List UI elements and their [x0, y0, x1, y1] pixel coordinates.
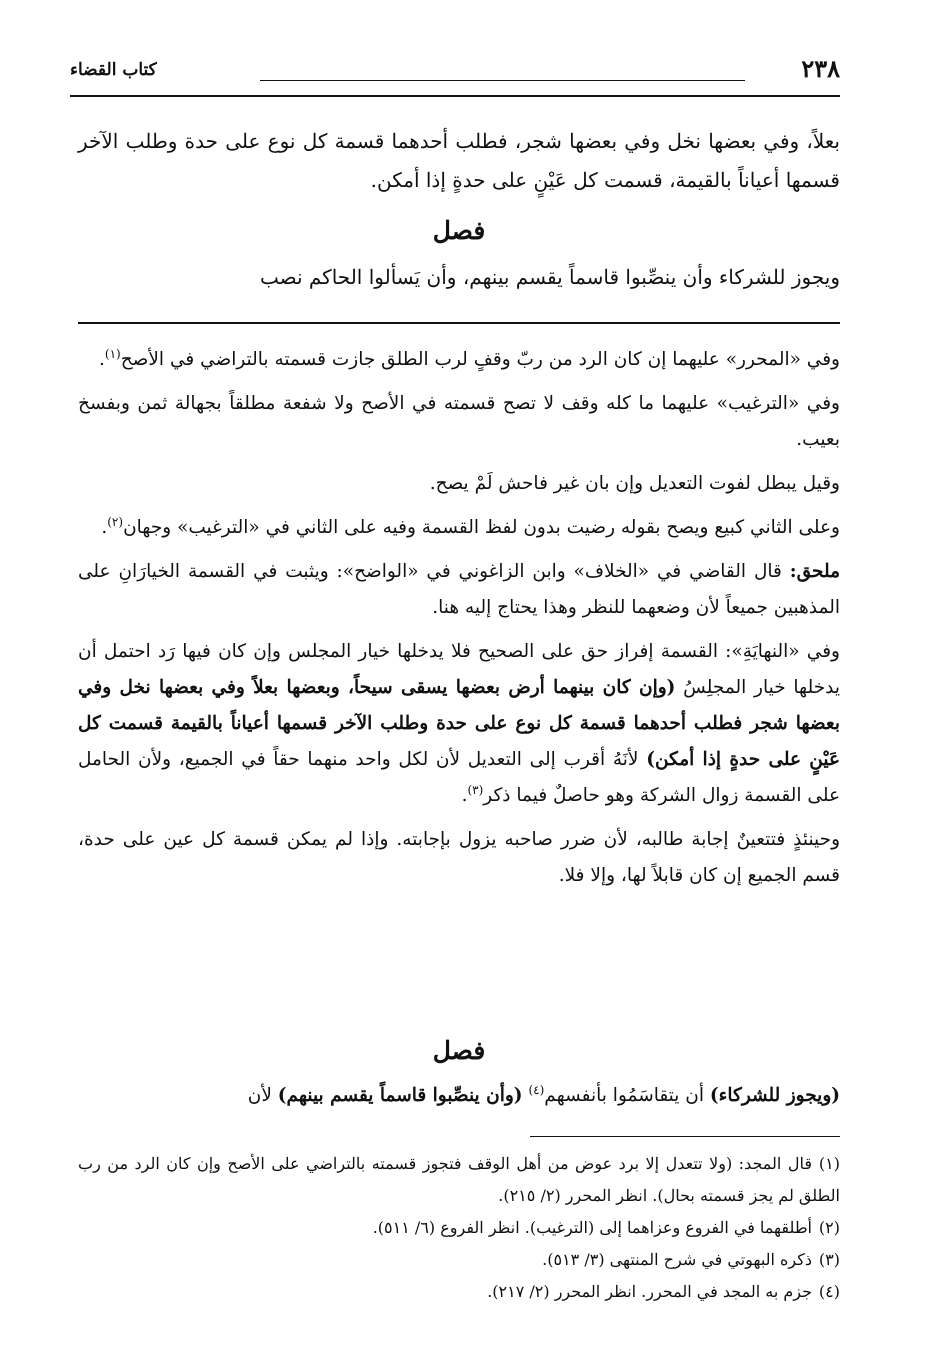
main-paragraph-1: بعلاً، وفي بعضها نخل وفي بعضها شجر، فطلب أحدهما قسمة كل نوع على حدة وطلب الآخر قسمها أعياناً بالقيمة، قسمت كل عَيْنٍ على حدةٍ إذا أمكن.: [78, 129, 840, 192]
footnote-item: (١)قال المجد: (ولا تتعدل إلا برد عوض من أهل الوقف فتجوز قسمته بالتراضي على الأصح وإن كان الرد من رب الطلق لم يجز قسمته بحال). انظر المحرر (٢/ ٢١٥).: [78, 1148, 840, 1212]
mulhaq-paragraph: ملحق: قال القاضي في «الخلاف» وابن الزاغوني في «الواضح»: ويثبت في القسمة الخيارَانِ على المذهبين جميعاً لأن وضعهما للنظر وهذا يحتاج إليه هنا.: [78, 561, 840, 618]
commentary-paragraph: وقيل يبطل لفوت التعديل وإن بان غير فاحش لَمْ يصح.: [429, 473, 840, 494]
quoted-matn: (ويجوز للشركاء): [709, 1085, 840, 1106]
commentary-paragraph: وحينئذٍ فتتعينٌ إجابة طالبه، لأن ضرر صاحبه يزول بإجابته. وإذا لم يمكن قسمة كل عين على حدة، قسم الجميع إن كان قابلاً لها، وإلا فلا.: [78, 829, 840, 886]
footnote-number: (٢): [818, 1218, 840, 1237]
header-line: [260, 80, 745, 81]
footnote-ref: (٢): [107, 514, 124, 529]
page-number: ٢٣٨: [801, 54, 840, 83]
footnote-item: (٤)جزم به المجد في المحرر. انظر المحرر (٢/ ٢١٧).: [78, 1276, 840, 1308]
section-heading: فصل: [432, 216, 486, 245]
main-text-paragraph: [78, 122, 840, 200]
commentary-paragraph: (ويجوز للشركاء) أن يتقاسَمُوا بأنفسهم$^{(٤)}$ (وأن ينصِّبوا قاسماً يقسم بينهم) لأن: [247, 1082, 840, 1106]
footnote-ref: (٤): [528, 1082, 545, 1097]
main-paragraph-2: ويجوز للشركاء وأن ينصِّبوا قاسماً يقسم بينهم، وأن يَسألوا الحاكم نصب: [259, 265, 840, 289]
quoted-matn: (وإن كان بينهما أرض بعضها يسقى سيحاً، وبعضها بعلاً وفي بعضها نخل وفي بعضها شجر فطلب أحدهما قسمة كل نوع على حدة وطلب الآخر قسمها أعياناً بالقيمة قسمت كل عَيْنٍ على حدةٍ إذا أمكن): [78, 677, 840, 770]
footnote-item: (٢)أطلقهما في الفروع وعزاهما إلى (الترغيب). انظر الفروع (٦/ ٥١١).: [78, 1212, 840, 1244]
footnote-number: (١): [818, 1154, 840, 1173]
book-title: كتاب القضاء: [70, 60, 157, 80]
footnote-rule: [530, 1136, 840, 1137]
footnote-item: (٣)ذكره البهوتي في شرح المنتهى (٣/ ٥١٣).: [78, 1244, 840, 1276]
nihaya-paragraph: وفي «النهايَةِ»: القسمة إفراز حق على الصحيح فلا يدخلها خيار المجلس وإن كان فيها رَد احتمل أن يدخلها خيار المجلِسُ (وإن كان بينهما أرض بعضها يسقى سيحاً، وبعضها بعلاً وفي بعضها نخل وفي بعضها شجر فطلب أحدهما قسمة كل نوع على حدة وطلب الآخر قسمها أعياناً بالقيمة قسمت كل عَيْنٍ على حدةٍ إذا أمكن) لأنَهُ أقرب إلى التعديل لأن لكل واحد منهما حقاً في الجميع، ولأن الحامل على القسمة زوال الشركة وهو حاصلٌ فيما ذكر$^{(٣)}$.: [78, 641, 840, 806]
quoted-matn: (وأن ينصِّبوا قاسماً يقسم بينهم): [277, 1085, 523, 1106]
commentary-paragraph: وفي «المحرر» عليهما إن كان الرد من ربّ وقفٍ لرب الطلق جازت قسمته بالتراضي في الأصح$^{(١)}$.: [99, 346, 840, 370]
commentary-paragraph: وعلى الثاني كبيع ويصح بقوله رضيت بدون لفظ القسمة وفيه على الثاني في «الترغيب» وجهان$^{(٢)}$.: [101, 514, 840, 538]
commentary-paragraph: وفي «الترغيب» عليهما ما كله وقف لا تصح قسمته في الأصح ولا شفعة مطلقاً بجهالة ثمن وبفسخ بعيب.: [78, 393, 840, 450]
section-heading-2: فصل: [432, 1036, 486, 1065]
mulhaq-label: ملحق:: [789, 561, 840, 582]
main-text-paragraph-2: [78, 258, 840, 297]
footnote-ref: (١): [104, 346, 121, 361]
commentary-block-2: [78, 1078, 840, 1114]
separator-rule: [78, 322, 840, 324]
footnote-number: (٤): [818, 1282, 840, 1301]
running-header: [70, 54, 840, 90]
footnotes-list: [78, 1148, 840, 1308]
header-rule: [70, 95, 840, 97]
commentary-block: [78, 342, 840, 894]
footnote-number: (٣): [818, 1250, 840, 1269]
footnote-ref: (٣): [467, 782, 484, 797]
